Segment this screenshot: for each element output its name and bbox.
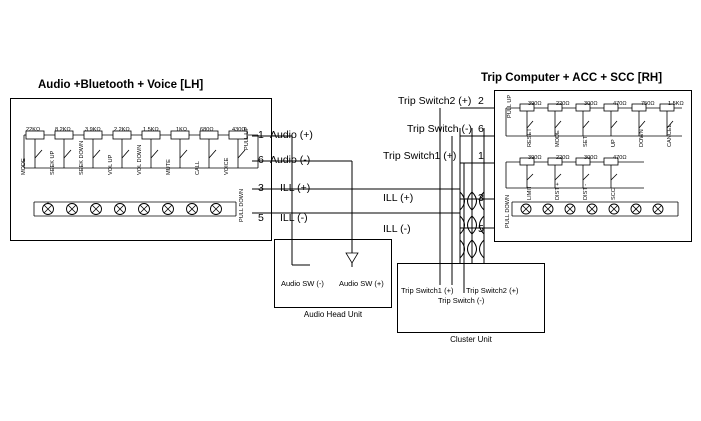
audio-head-unit-caption: Audio Head Unit xyxy=(303,310,363,319)
right-pin-number-1: 6 xyxy=(478,123,484,135)
right-pin-number-0: 2 xyxy=(478,95,484,107)
left-pull-down-label: PULL DOWN xyxy=(239,188,245,222)
right-row1-resistor-label-3: 470Ω xyxy=(613,101,627,107)
left-switch-label-7: VOICE xyxy=(224,157,230,175)
right-pull-down-label: PULL DOWN xyxy=(505,194,511,228)
right-pin-number-2: 1 xyxy=(478,150,484,162)
center-pin-label-0: Audio (+) xyxy=(270,129,313,141)
center-pin-number-3: 5 xyxy=(258,212,264,224)
right-row1-switch-label-5: CANCEL xyxy=(667,124,673,147)
left-switch-label-3: VOL UP xyxy=(108,154,114,175)
right-row1-switch-label-1: MODE xyxy=(555,130,561,147)
audio-head-unit-terminal-0: Audio SW (-) xyxy=(281,279,324,288)
left-switch-label-6: CALL xyxy=(195,161,201,175)
cluster-unit-caption: Cluster Unit xyxy=(450,335,492,344)
audio-head-unit-terminal-1: Audio SW (+) xyxy=(339,279,384,288)
cluster-unit-terminal-2: Trip Switch (-) xyxy=(438,296,485,305)
right-row2-switch-label-2: DIST - xyxy=(583,183,589,200)
center-pin-number-0: 1 xyxy=(258,129,264,141)
right-row1-switch-label-2: SET xyxy=(583,136,589,147)
left-resistor-label-2: 3.9KΩ xyxy=(85,127,101,133)
cluster-unit-terminal-1: Trip Switch2 (+) xyxy=(466,286,519,295)
right-pin-label-3: ILL (+) xyxy=(383,192,414,204)
right-pin-label-4: ILL (-) xyxy=(383,223,411,235)
cluster-unit-terminal-0: Trip Switch1 (+) xyxy=(401,286,454,295)
left-switch-label-1: SEEK UP xyxy=(50,150,56,175)
right-pin-label-0: Trip Switch2 (+) xyxy=(398,95,472,107)
right-pull-up-label: PULL UP xyxy=(507,94,513,118)
left-switch-label-0: MODE xyxy=(21,158,27,175)
right-pin-label-1: Trip Switch (-) xyxy=(407,123,472,135)
right-row2-switch-label-3: SCC xyxy=(611,188,617,200)
left-switch-label-2: SEEK DOWN xyxy=(79,140,85,175)
right-row2-switch-label-0: LIMIT xyxy=(527,185,533,200)
right-row2-resistor-label-3: 470Ω xyxy=(613,155,627,161)
center-pin-label-2: ILL (+) xyxy=(280,182,311,194)
right-row1-switch-label-4: DOWN xyxy=(639,129,645,147)
left-resistor-label-5: 1KΩ xyxy=(176,127,188,133)
left-pull-up-label: PULL UP xyxy=(244,126,250,150)
center-pin-number-2: 3 xyxy=(258,182,264,194)
right-row1-resistor-label-1: 220Ω xyxy=(556,101,570,107)
right-pin-number-4: 5 xyxy=(478,223,484,235)
center-pin-label-1: Audio (-) xyxy=(270,154,311,166)
left-switch-label-4: VOL DOWN xyxy=(137,144,143,175)
right-row1-switch-label-3: UP xyxy=(611,139,617,147)
right-module-title: Trip Computer + ACC + SCC [RH] xyxy=(481,72,663,84)
center-pin-number-1: 6 xyxy=(258,154,264,166)
right-pin-label-2: Trip Switch1 (+) xyxy=(383,150,457,162)
left-resistor-label-3: 2.2KΩ xyxy=(114,127,130,133)
right-row2-switch-label-1: DIST + xyxy=(555,182,561,200)
left-resistor-label-6: 680Ω xyxy=(200,127,214,133)
right-row1-resistor-label-4: 750Ω xyxy=(641,101,655,107)
left-resistor-label-0: 22KΩ xyxy=(26,127,41,133)
left-resistor-label-4: 1.5KΩ xyxy=(143,127,159,133)
left-resistor-label-1: 8.2KΩ xyxy=(55,127,71,133)
right-row2-resistor-label-2: 300Ω xyxy=(584,155,598,161)
right-row2-resistor-label-1: 220Ω xyxy=(556,155,570,161)
left-switch-label-5: MUTE xyxy=(166,159,172,175)
left-module-title: Audio +Bluetooth + Voice [LH] xyxy=(38,79,204,91)
right-pin-number-3: 3 xyxy=(478,192,484,204)
right-row1-switch-label-0: RESET xyxy=(527,128,533,147)
right-row2-resistor-label-0: 390Ω xyxy=(528,155,542,161)
center-pin-label-3: ILL (-) xyxy=(280,212,308,224)
right-row1-resistor-label-2: 300Ω xyxy=(584,101,598,107)
right-row1-resistor-label-5: 1.5KΩ xyxy=(668,101,684,107)
right-row1-resistor-label-0: 390Ω xyxy=(528,101,542,107)
left-resistor-label-7: 430Ω xyxy=(232,127,246,133)
